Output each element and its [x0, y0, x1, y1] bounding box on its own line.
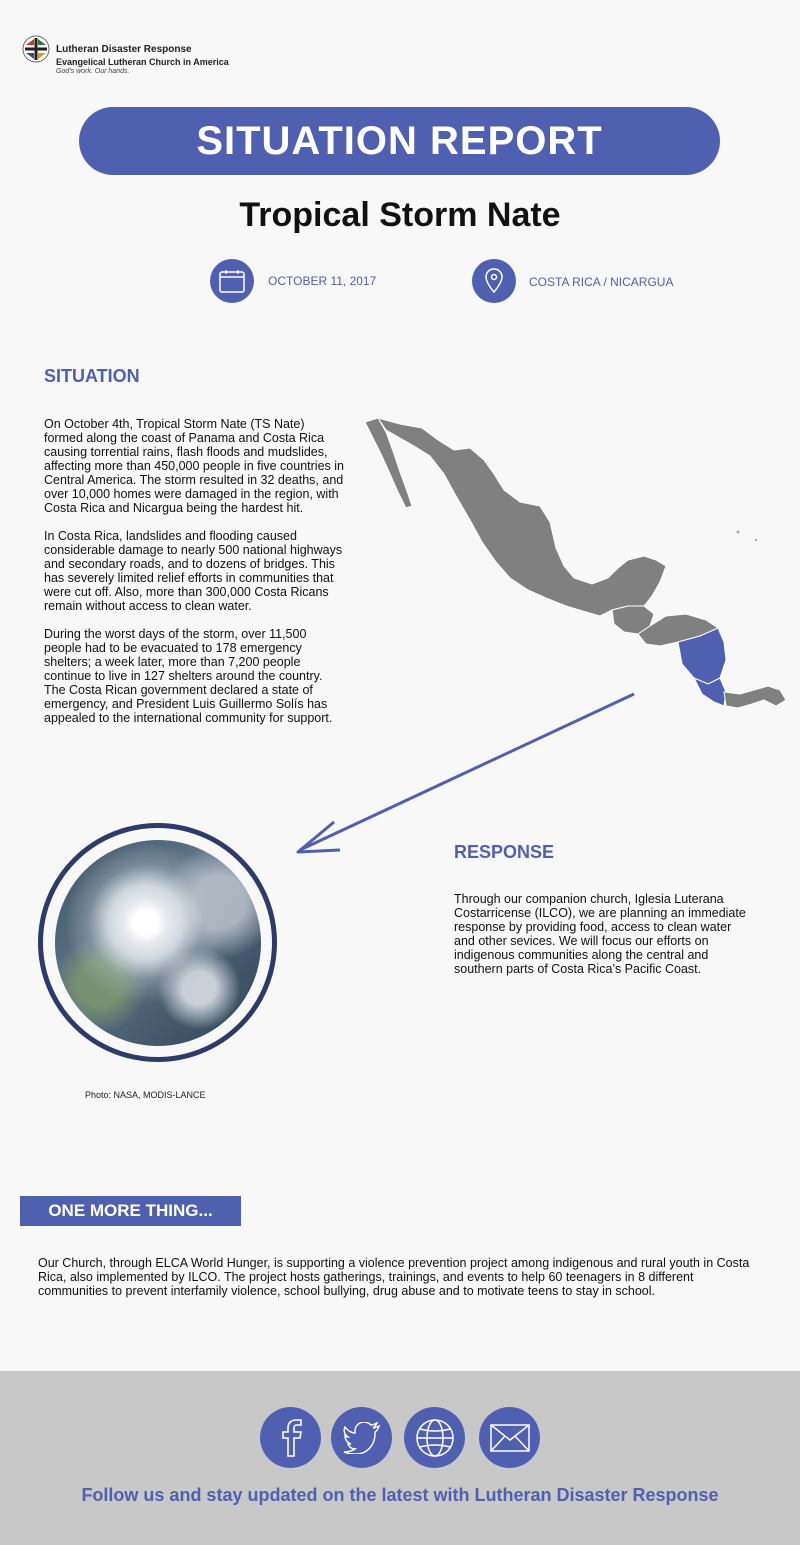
tagline: God’s work. Our hands. — [56, 68, 130, 75]
storm-title: Tropical Storm Nate — [239, 196, 561, 234]
calendar-icon — [210, 259, 254, 303]
email-button[interactable] — [479, 1407, 540, 1468]
elca-logo-icon — [22, 35, 50, 63]
footer-follow-text: Follow us and stay updated on the latest with Lutheran Disaster Response — [81, 1485, 719, 1505]
one-more-thing-body: Our Church, through ELCA World Hunger, is supporting a violence prevention project among indigenous and rural youth in Costa Rica, also implemented by ILCO. The project hosts gatherings, trainings, and events to help 60 teenagers in 8 different communities to prevent interfamily violence, school bullying, drug abuse and to motivate teens to stay in school. — [38, 1256, 750, 1298]
hurricane-satellite-photo — [55, 840, 261, 1046]
facebook-button[interactable] — [260, 1407, 321, 1468]
report-location: COSTA RICA / NICARGUA — [529, 275, 674, 289]
situation-paragraph: During the worst days of the storm, over 11,500 people had to be evacuated to 178 emergency shelters; a week later, more than 7,200 people continue to live in 127 shelters around the country. The Costa Rican government declared a state of emergency, and President Luis Guillermo Solís has appealed to the international community for support. — [44, 627, 333, 725]
response-heading: RESPONSE — [454, 842, 555, 862]
map-island — [755, 539, 757, 541]
website-button[interactable] — [404, 1407, 465, 1468]
central-america-map — [360, 410, 790, 715]
globe-icon — [415, 1418, 455, 1458]
situation-paragraph: In Costa Rica, landslides and flooding caused considerable damage to nearly 500 national highways and secondary roads, and to dozens of bridges. This has severely limited relief efforts in communities that were cut off. Also, more than 300,000 Costa Ricans remain without access to clean water. — [44, 529, 343, 613]
one-more-thing-box — [20, 1196, 241, 1226]
report-date: OCTOBER 11, 2017 — [268, 274, 377, 288]
map-mexico — [378, 418, 666, 616]
footer — [0, 1371, 800, 1545]
mail-icon — [490, 1424, 530, 1452]
report-banner — [79, 107, 720, 175]
facebook-icon — [276, 1418, 306, 1458]
one-more-thing-heading: ONE MORE THING... — [48, 1201, 213, 1220]
org-name: Lutheran Disaster Response — [56, 44, 192, 55]
pointer-arrow-icon — [290, 690, 640, 860]
report-title: SITUATION REPORT — [196, 118, 603, 163]
map-pin-icon — [472, 259, 516, 303]
church-name: Evangelical Lutheran Church in America — [56, 57, 229, 67]
situation-heading: SITUATION — [44, 366, 140, 386]
photo-credit: Photo: NASA, MODIS-LANCE — [85, 1090, 206, 1100]
situation-paragraph: On October 4th, Tropical Storm Nate (TS Nate) formed along the coast of Panama and Costa Rica causing torrential rains, flash floods and mudslides, affecting more than 450,000 people in five countries in Central America. The storm resulted in 32 deaths, and over 10,000 homes were damaged in the region, with Costa Rica and Nicargua being the hardest hit. — [44, 417, 344, 515]
twitter-button[interactable] — [331, 1407, 392, 1468]
response-body: Through our companion church, Iglesia Luterana Costarricense (ILCO), we are planning an immediate response by providing food, access to clean water and other sevices. We will focus our efforts on indigenous communities along the central and southern parts of Costa Rica’s Pacific Coast. — [454, 892, 746, 976]
twitter-icon — [343, 1422, 381, 1454]
map-panama — [724, 686, 786, 708]
map-island — [737, 531, 740, 534]
